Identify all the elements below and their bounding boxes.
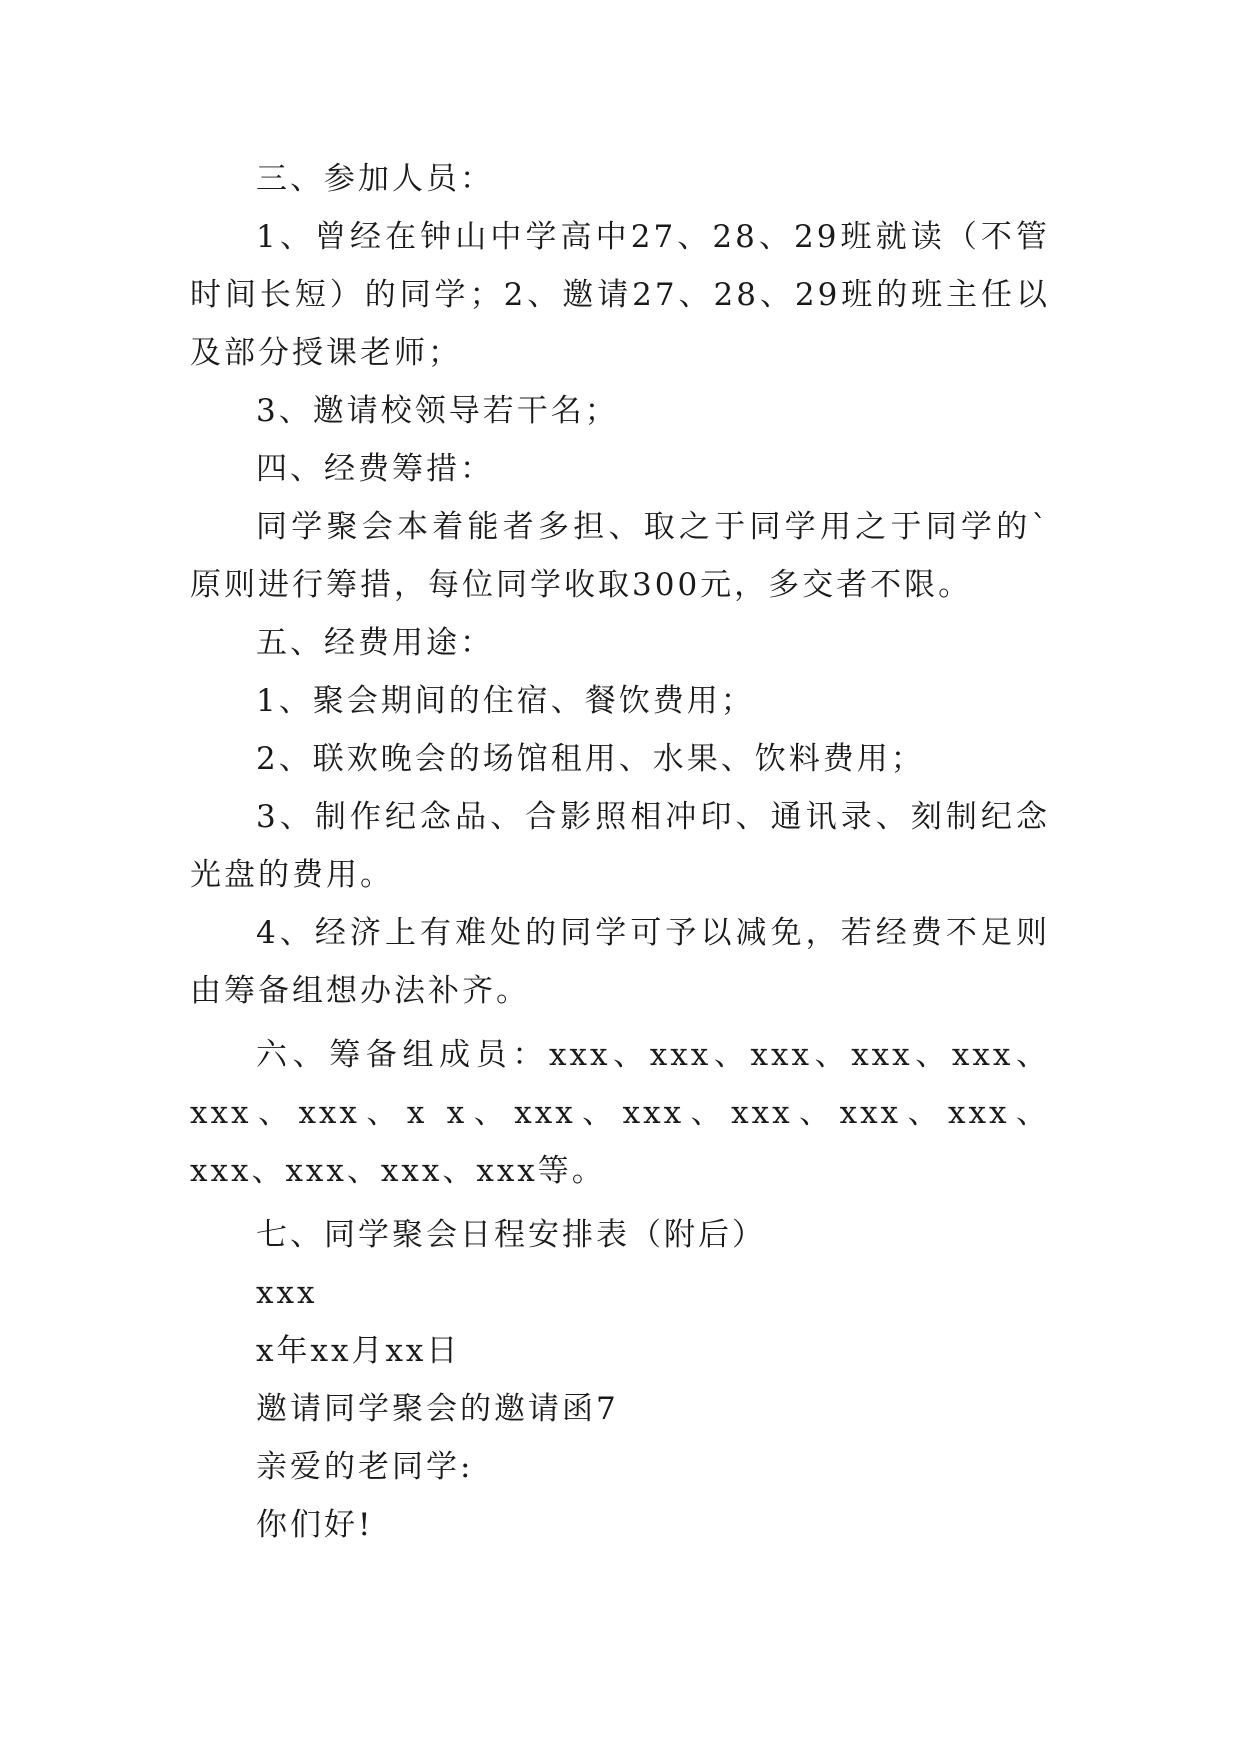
section-heading-funding: 四、经费筹措： bbox=[256, 451, 494, 487]
letter-title: 邀请同学聚会的邀请函7 bbox=[256, 1391, 619, 1427]
paragraph-funding: 同学聚会本着能者多担、取之于同学用之于同学的`原则进行筹措，每位同学收取300元，多交者不限。 bbox=[190, 509, 1050, 603]
signature-name: xxx bbox=[256, 1275, 318, 1311]
paragraph-expenses-1: 1、聚会期间的住宿、餐饮费用； bbox=[256, 683, 755, 719]
paragraph-participants-1-2: 1、曾经在钟山中学高中27、28、29班就读（不管时间长短）的同学；2、邀请27、28、29班的班主任以及部分授课老师； bbox=[190, 219, 1050, 371]
document-body bbox=[190, 150, 1050, 1554]
signature-date: x年xx月xx日 bbox=[256, 1333, 461, 1369]
section-heading-schedule: 七、同学聚会日程安排表（附后） bbox=[256, 1217, 766, 1253]
paragraph-participants-3: 3、邀请校领导若干名； bbox=[256, 393, 619, 429]
letter-salutation: 亲爱的老同学: bbox=[256, 1449, 474, 1485]
paragraph-expenses-3: 3、制作纪念品、合影照相冲印、通讯录、刻制纪念光盘的费用。 bbox=[190, 799, 1050, 893]
section-heading-participants: 三、参加人员： bbox=[256, 161, 494, 197]
paragraph-expenses-2: 2、联欢晚会的场馆租用、水果、饮料费用； bbox=[256, 741, 925, 777]
paragraph-expenses-4: 4、经济上有难处的同学可予以减免，若经费不足则由筹备组想办法补齐。 bbox=[190, 915, 1050, 1009]
paragraph-committee-members: 六、筹备组成员：xxx、xxx、xxx、xxx、xxx、xxx、xxx、x x、xxx、xxx、xxx、xxx、xxx、 xxx、xxx、xxx、xxx等。 bbox=[190, 1037, 1050, 1189]
letter-greeting: 你们好! bbox=[256, 1507, 374, 1543]
section-heading-expenses: 五、经费用途： bbox=[256, 625, 494, 661]
